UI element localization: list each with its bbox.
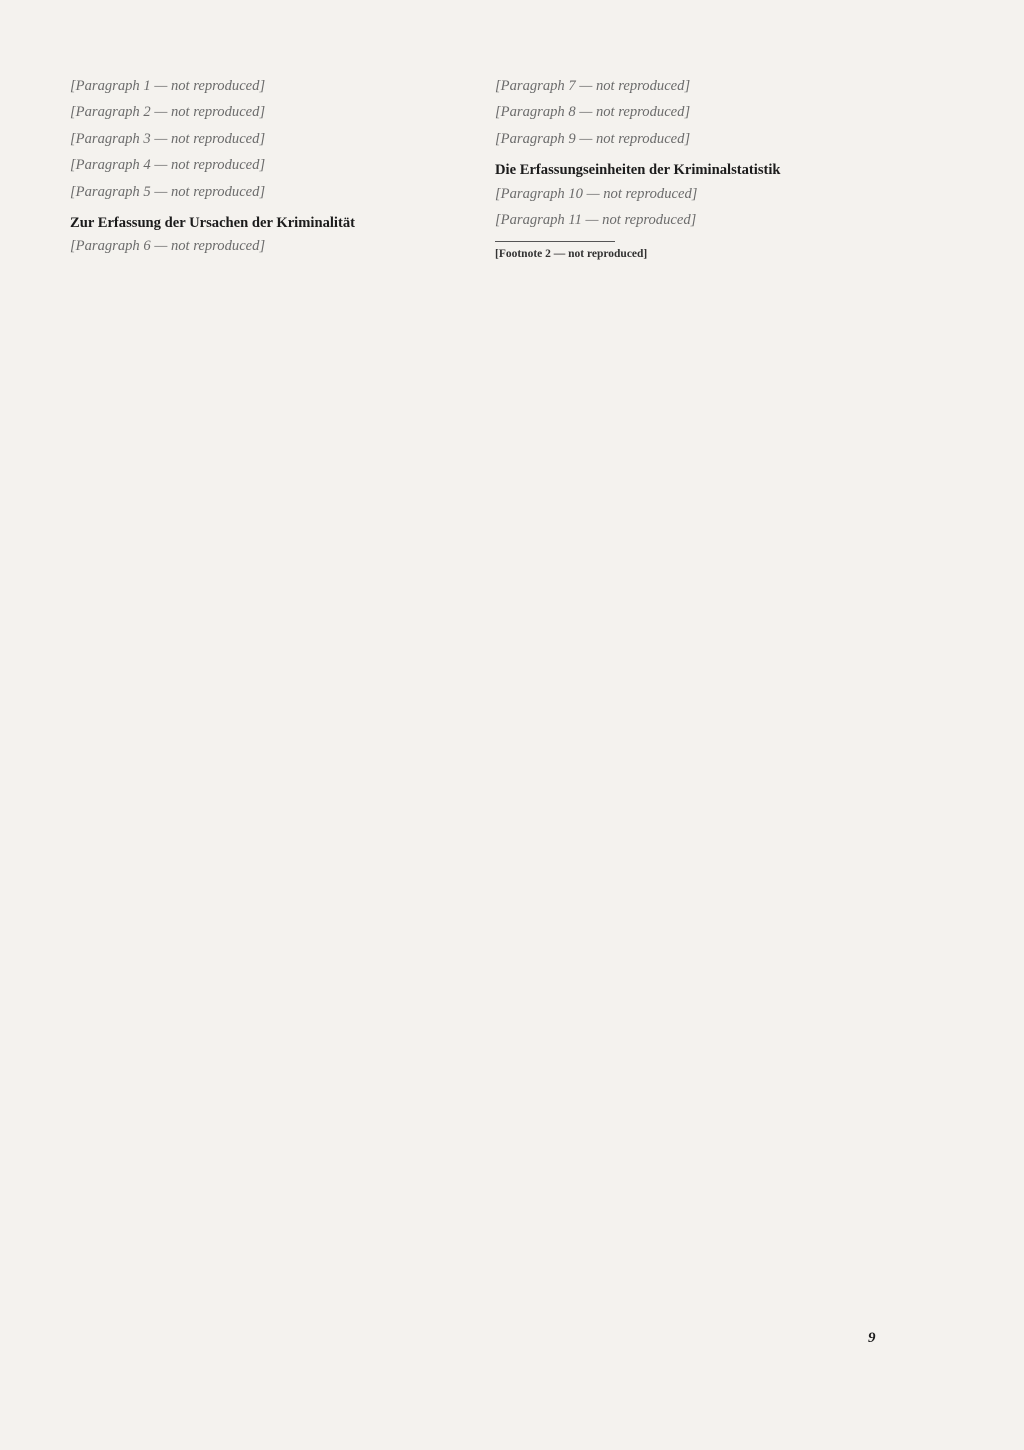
- section-heading-causes: Zur Erfassung der Ursachen der Kriminalität: [70, 215, 355, 232]
- left-paragraph-3: [Paragraph 3 — not reproduced]: [70, 130, 266, 147]
- right-paragraph-4: [Paragraph 10 — not reproduced]: [495, 185, 698, 202]
- right-paragraph-3: [Paragraph 9 — not reproduced]: [495, 130, 691, 147]
- left-paragraph-4: [Paragraph 4 — not reproduced]: [70, 157, 266, 174]
- right-column: [495, 78, 890, 261]
- left-paragraph-1: [Paragraph 1 — not reproduced]: [70, 78, 266, 94]
- left-column: [70, 78, 465, 265]
- left-paragraph-2: [Paragraph 2 — not reproduced]: [70, 104, 266, 121]
- footnote: [Footnote 2 — not reproduced]: [495, 248, 648, 261]
- left-paragraph-6: [Paragraph 6 — not reproduced]: [70, 238, 266, 255]
- right-paragraph-1: [Paragraph 7 — not reproduced]: [495, 78, 691, 94]
- page-number: 9: [868, 1330, 876, 1346]
- section-heading-units: Die Erfassungseinheiten der Kriminalstatistik: [495, 162, 781, 179]
- footnote-rule: [495, 241, 615, 242]
- left-paragraph-5: [Paragraph 5 — not reproduced]: [70, 183, 266, 200]
- right-paragraph-5: [Paragraph 11 — not reproduced]: [495, 212, 697, 229]
- right-paragraph-2: [Paragraph 8 — not reproduced]: [495, 104, 691, 121]
